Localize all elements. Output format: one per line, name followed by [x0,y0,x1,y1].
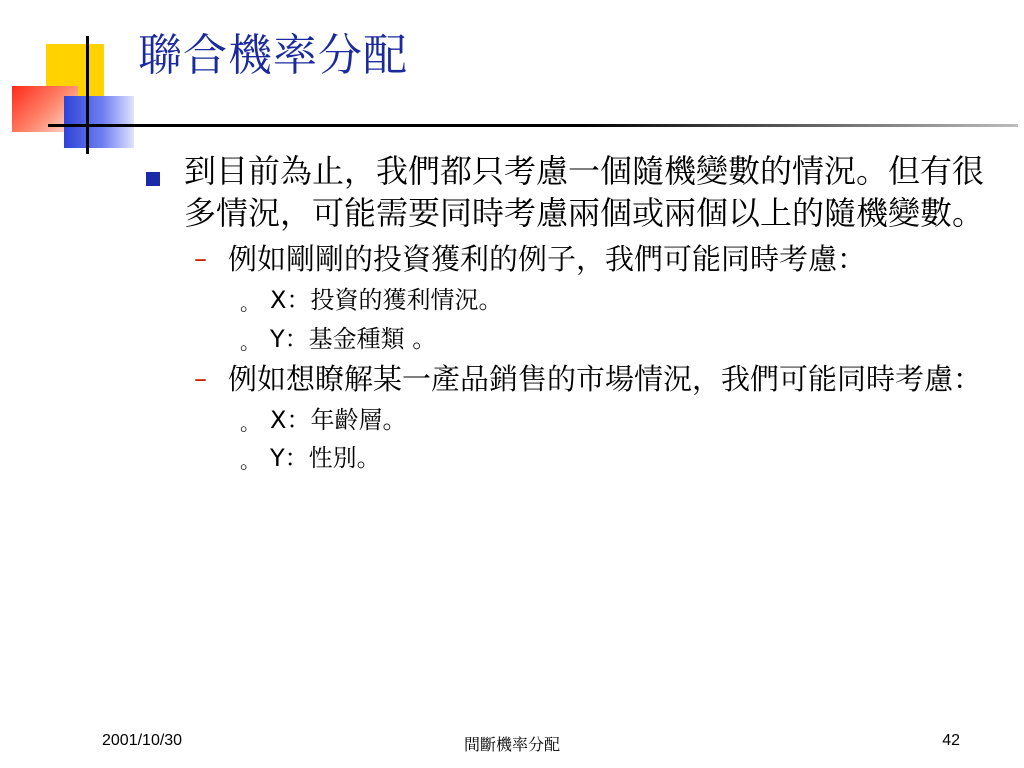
sub-bullet-point [140,240,1000,278]
dash-bullet-icon: – [194,364,207,395]
footer-date: 2001/10/30 [102,732,183,749]
title-decoration [0,0,140,160]
footer-title: 間斷機率分配 [463,737,560,754]
slide-content [140,150,1000,476]
circle-bullet-icon: 。 [240,329,260,354]
sub-bullet-point [140,360,1000,398]
list-item [140,441,1000,476]
circle-bullet-icon: 。 [240,410,260,435]
circle-bullet-icon: 。 [240,290,260,315]
title-underline [48,124,1018,127]
circle-bullet-icon: 。 [240,449,260,474]
square-bullet-icon [146,172,160,186]
list-item [140,403,1000,438]
decor-blue-square [64,96,134,148]
decor-vertical-line [86,36,89,154]
bullet-point [140,150,1000,234]
list-item-text: X：投資的獲利情況。 [270,285,503,314]
page-number: 42 [942,732,960,749]
bullet-text: 到目前為止，我們都只考慮一個隨機變數的情況。但有很多情況，可能需要同時考慮兩個或兩個以上的隨機變數。 [184,152,985,233]
dash-bullet-icon: – [194,244,207,275]
list-item-text: Y：性別。 [270,444,381,473]
sub-bullet-text: 例如剛剛的投資獲利的例子，我們可能同時考慮： [228,242,867,277]
list-item-text: X：年齡層。 [270,405,407,434]
sub-bullet-text: 例如想瞭解某一產品銷售的市場情況，我們可能同時考慮： [228,362,983,397]
list-item [140,322,1000,357]
list-item-text: Y：基金種類 。 [270,324,437,353]
slide-title: 聯合機率分配 [138,30,408,81]
list-item [140,283,1000,318]
